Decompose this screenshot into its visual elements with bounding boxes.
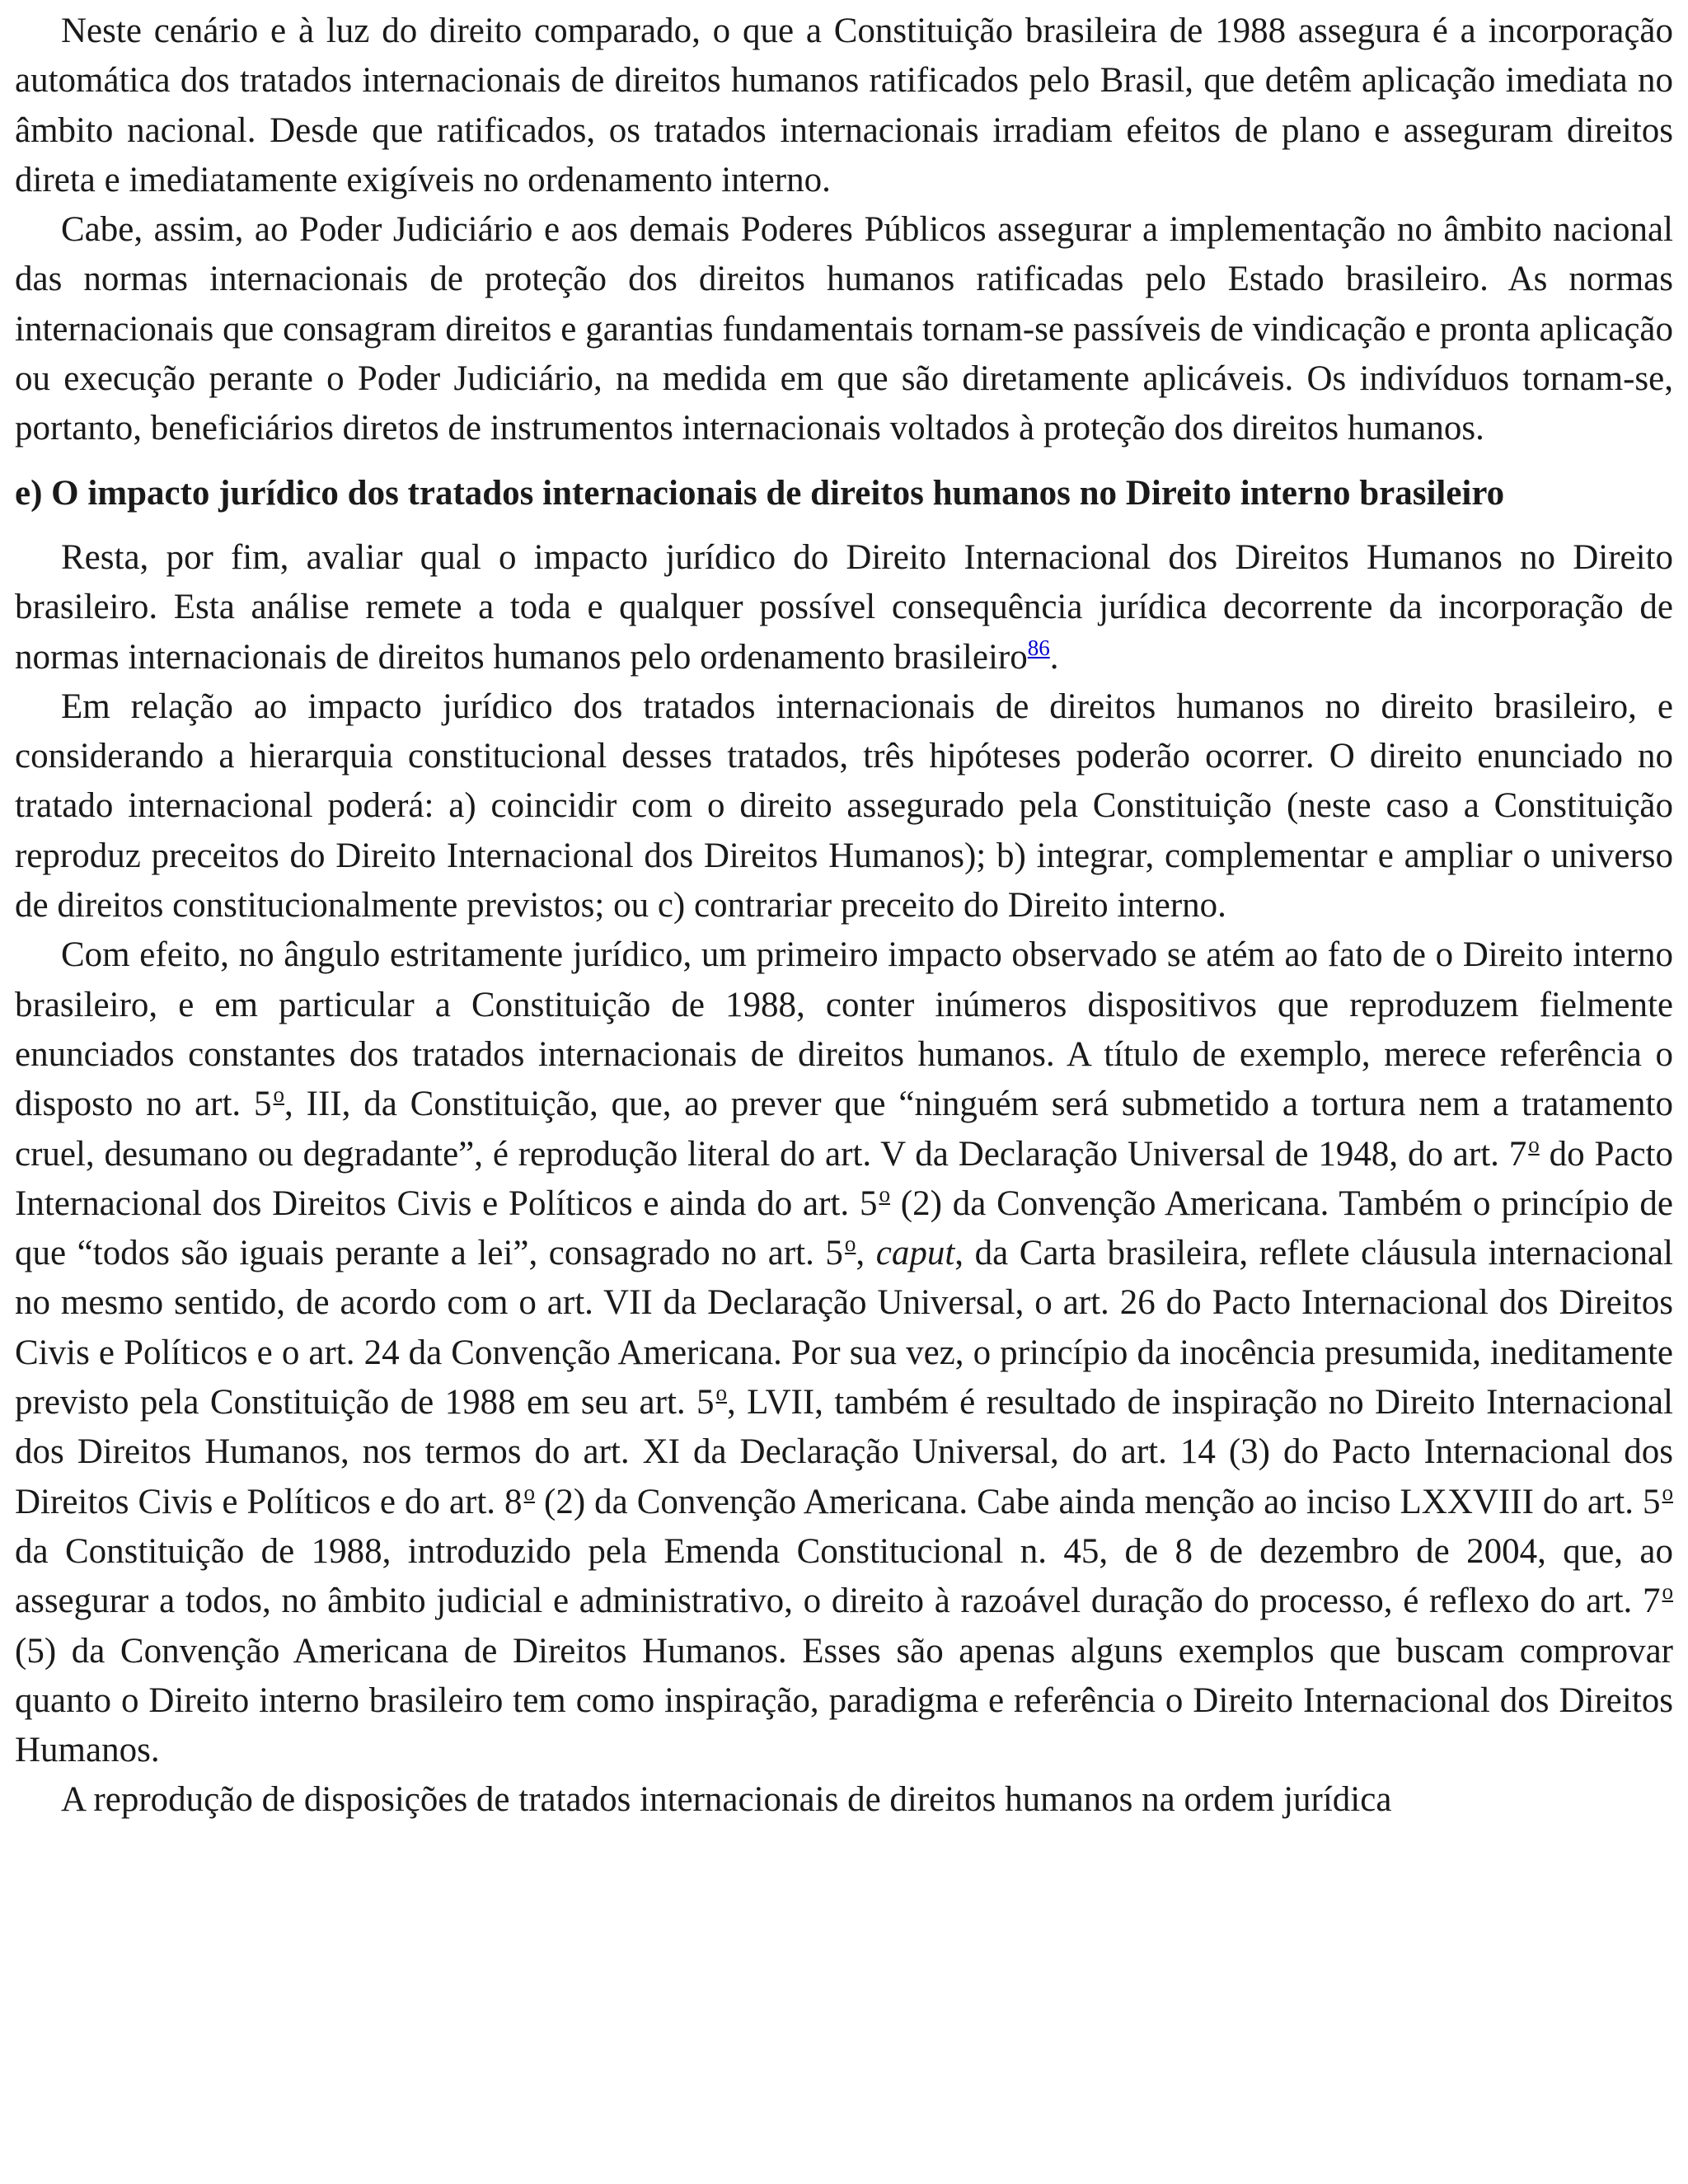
ordinal-indicator: o (1528, 1132, 1540, 1157)
paragraph: Cabe, assim, ao Poder Judiciário e aos demais Poderes Públicos assegurar a implementação no âmbito nacional das normas internacionais de proteção dos direitos humanos ratificadas pelo Estado brasileiro. As normas internacionais que consagram direitos e garantias fundamentais tornam-se passíveis de vindicação e pronta aplicação ou execução perante o Poder Judiciário, na medida em que são diretamente aplicáveis. Os indivíduos tornam-se, portanto, beneficiários diretos de instrumentos internacionais voltados à proteção dos direitos humanos. (15, 210, 1673, 448)
text-segment: Resta, por fim, avaliar qual o impacto jurídico do Direito Internacional dos Direitos Humanos no Direito brasileiro. Esta análise remete a toda e qualquer possível consequência jurídica decorrente da incorporação de normas internacionais de direitos humanos pelo ordenamento brasileiro (15, 537, 1673, 677)
text-segment: (2) da Convenção Americana. Também o princípio de que “todos são iguais perante a lei”, consagrado no art. 5 (15, 1183, 1673, 1273)
ordinal-indicator: o (523, 1479, 536, 1505)
footnote-link[interactable]: 86 (1027, 635, 1050, 660)
text-segment: , (856, 1234, 876, 1273)
text-segment: , LVII, também é resultado de inspiração no Direito Internacional dos Direitos Humanos, nos termos do art. XI da Declaração Universal, do art. 14 (3) do Pacto Internacional dos Direitos Civis e Políticos e do art. 8 (15, 1383, 1673, 1521)
text-segment: (5) da Convenção Americana de Direitos Humanos. Esses são apenas alguns exemplos que buscam comprovar quanto o Direito interno brasileiro tem como inspiração, paradigma e referência o Direito Internacional dos Direitos Humanos. (15, 1631, 1673, 1770)
ordinal-indicator: o (879, 1181, 890, 1207)
paragraph (15, 533, 1673, 682)
ordinal-indicator: o (1662, 1579, 1673, 1605)
text-segment: , III, da Constituição, que, ao prever que “ninguém será submetido a tortura nem a tratamento cruel, desumano ou degradante”, é reprodução literal do art. V da Declaração Universal de 1948, do art. 7 (15, 1085, 1673, 1174)
italic-term: caput (875, 1234, 955, 1273)
paragraph: A reprodução de disposições de tratados internacionais de direitos humanos na ordem jurídica (61, 1780, 1392, 1820)
text-segment: do Pacto Internacional dos Direitos Civis e Políticos e ainda do art. 5 (15, 1134, 1673, 1223)
text-segment: , da Carta brasileira, reflete cláusula internacional no mesmo sentido, de acordo com o art. VII da Declaração Universal, o art. 26 do Pacto Internacional dos Direitos Civis e Políticos e o art. 24 da Convenção Americana. Por sua vez, o princípio da inocência presumida, ineditamente previsto pela Constituição de 1988 em seu art. 5 (15, 1234, 1674, 1422)
ordinal-indicator: o (715, 1380, 728, 1406)
ordinal-indicator: o (273, 1082, 285, 1108)
ordinal-indicator: o (844, 1231, 856, 1257)
section-heading: e) O impacto jurídico dos tratados internacionais de direitos humanos no Direito interno brasileiro (15, 473, 1505, 513)
paragraph: Em relação ao impacto jurídico dos tratados internacionais de direitos humanos no direito brasileiro, e considerando a hierarquia constitucional desses tratados, três hipóteses poderão ocorrer. O direito enunciado no tratado internacional poderá: a) coincidir com o direito assegurado pela Constituição (neste caso a Constituição reproduz preceitos do Direito Internacional dos Direitos Humanos); b) integrar, complementar e ampliar o universo de direitos constitucionalmente previstos; ou c) contrariar preceito do Direito interno. (15, 687, 1673, 926)
text-segment: (2) da Convenção Americana. Cabe ainda menção ao inciso LXXVIII do art. 5 (535, 1482, 1661, 1521)
text-segment: Com efeito, no ângulo estritamente jurídico, um primeiro impacto observado se atém ao fato de o Direito interno brasileiro, e em particular a Constituição de 1988, conter inúmeros dispositivos que reproduzem fielmente enunciados constantes dos tratados internacionais de direitos humanos. A título de exemplo, merece referência o disposto no art. 5 (15, 935, 1673, 1124)
text-segment: . (1049, 637, 1059, 677)
text-segment: da Constituição de 1988, introduzido pela Emenda Constitucional n. 45, de 8 de dezembro de 2004, que, ao assegurar a todos, no âmbito judicial e administrativo, o direito à razoável duração do processo, é reflexo do art. 7 (15, 1531, 1673, 1621)
document-page (15, 7, 1673, 1825)
ordinal-indicator: o (1662, 1479, 1673, 1505)
paragraph (15, 930, 1673, 1775)
paragraph: Neste cenário e à luz do direito comparado, o que a Constituição brasileira de 1988 assegura é a incorporação automática dos tratados internacionais de direitos humanos ratificados pelo Brasil, que detêm aplicação imediata no âmbito nacional. Desde que ratificados, os tratados internacionais irradiam efeitos de plano e asseguram direitos direta e imediatamente exigíveis no ordenamento interno. (15, 12, 1673, 199)
